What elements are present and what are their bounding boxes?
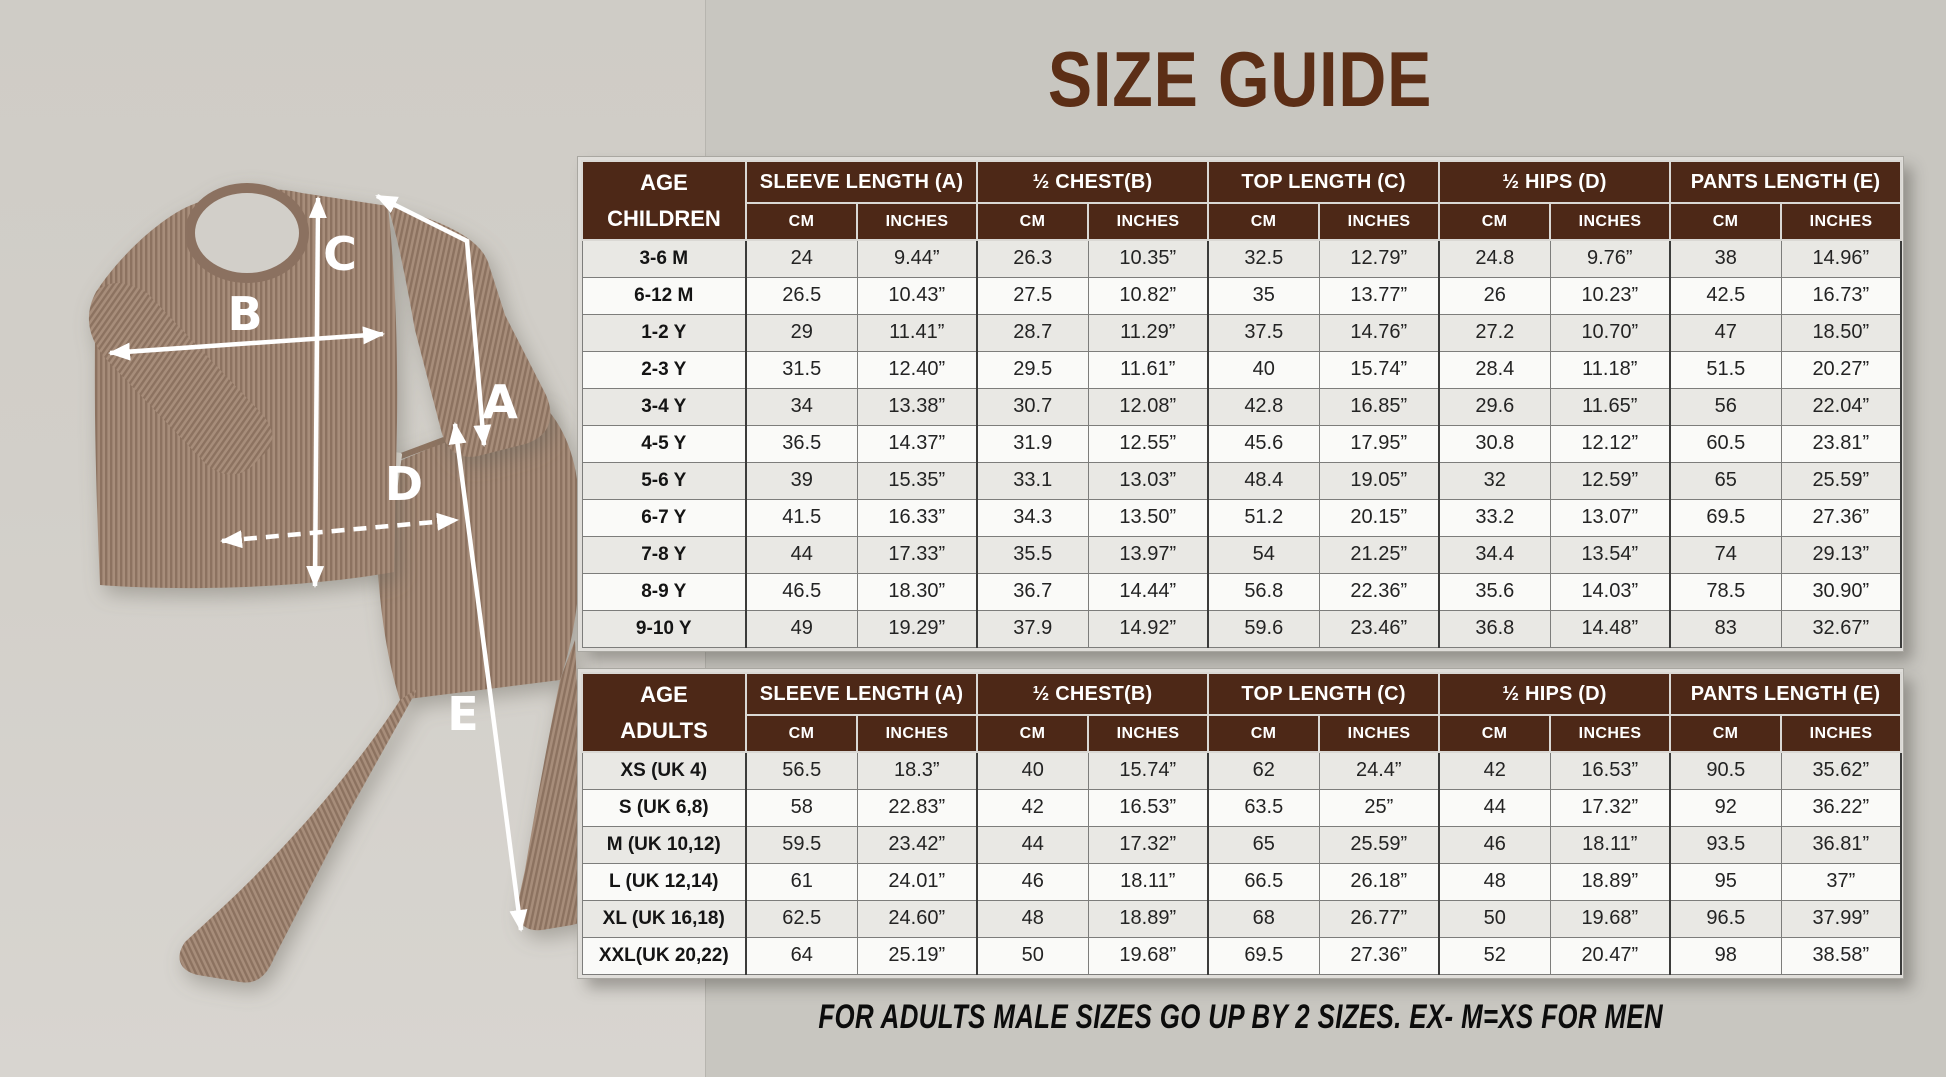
measurement-value: 48 — [977, 900, 1088, 937]
measurement-value: 56.8 — [1208, 573, 1319, 610]
unit-header: INCHES — [857, 715, 977, 752]
measurement-value: 22.83” — [857, 789, 977, 826]
measurement-value: 11.29” — [1088, 314, 1208, 351]
measurement-value: 46.5 — [746, 573, 857, 610]
size-row — [582, 277, 1901, 314]
measurement-value: 60.5 — [1670, 425, 1781, 462]
size-row — [582, 425, 1901, 462]
pants-left-leg — [179, 688, 418, 983]
measurement-value: 25.19” — [857, 937, 977, 974]
size-label: 5-6 Y — [582, 462, 746, 499]
measurement-value: 19.68” — [1088, 937, 1208, 974]
measurement-value: 27.2 — [1439, 314, 1550, 351]
unit-header: CM — [977, 715, 1088, 752]
measurement-value: 44 — [1439, 789, 1550, 826]
measurement-value: 29.13” — [1781, 536, 1901, 573]
measurement-value: 15.74” — [1088, 752, 1208, 789]
measurement-value: 19.29” — [857, 610, 977, 647]
measurement-value: 14.96” — [1781, 240, 1901, 277]
measurement-value: 29.6 — [1439, 388, 1550, 425]
size-row — [582, 937, 1901, 974]
measurement-value: 24.8 — [1439, 240, 1550, 277]
measurement-value: 13.54” — [1550, 536, 1670, 573]
measurement-value: 35.62” — [1781, 752, 1901, 789]
measurement-value: 37.9 — [977, 610, 1088, 647]
measurement-value: 14.92” — [1088, 610, 1208, 647]
measurement-value: 17.32” — [1550, 789, 1670, 826]
measurement-value: 32 — [1439, 462, 1550, 499]
measurement-value: 10.70” — [1550, 314, 1670, 351]
unit-header: INCHES — [1319, 715, 1439, 752]
measurement-value: 38.58” — [1781, 937, 1901, 974]
measurement-value: 36.22” — [1781, 789, 1901, 826]
measurement-value: 42 — [1439, 752, 1550, 789]
measurement-value: 13.38” — [857, 388, 977, 425]
page-title: SIZE GUIDE — [1048, 35, 1433, 123]
measurement-value: 19.05” — [1319, 462, 1439, 499]
unit-header-row — [582, 203, 1901, 240]
measurement-value: 34.4 — [1439, 536, 1550, 573]
label-a: A — [482, 375, 518, 429]
measurement-value: 15.35” — [857, 462, 977, 499]
measurement-value: 26.18” — [1319, 863, 1439, 900]
unit-header: INCHES — [1550, 715, 1670, 752]
measurement-value: 31.5 — [746, 351, 857, 388]
size-label: XL (UK 16,18) — [582, 900, 746, 937]
measure-group-header: ½ CHEST(B) — [977, 673, 1208, 715]
measurement-value: 23.46” — [1319, 610, 1439, 647]
measurement-value: 92 — [1670, 789, 1781, 826]
measurement-value: 20.27” — [1781, 351, 1901, 388]
measure-group-header: ½ HIPS (D) — [1439, 161, 1670, 203]
measurement-value: 41.5 — [746, 499, 857, 536]
measurement-value: 25” — [1319, 789, 1439, 826]
measurement-value: 46 — [977, 863, 1088, 900]
measurement-value: 25.59” — [1781, 462, 1901, 499]
measurement-value: 35 — [1208, 277, 1319, 314]
size-row — [582, 536, 1901, 573]
measurement-value: 23.42” — [857, 826, 977, 863]
measurement-value: 12.55” — [1088, 425, 1208, 462]
label-b: B — [227, 287, 263, 341]
age-header-adults — [582, 673, 746, 752]
unit-header: CM — [746, 715, 857, 752]
measurement-value: 19.68” — [1550, 900, 1670, 937]
measurement-value: 29.5 — [977, 351, 1088, 388]
measurement-value: 50 — [977, 937, 1088, 974]
measurement-value: 13.07” — [1550, 499, 1670, 536]
measurement-value: 9.76” — [1550, 240, 1670, 277]
measurement-value: 90.5 — [1670, 752, 1781, 789]
unit-header: CM — [1670, 203, 1781, 240]
unit-header: CM — [1439, 203, 1550, 240]
measurement-value: 13.77” — [1319, 277, 1439, 314]
measurement-value: 12.79” — [1319, 240, 1439, 277]
size-row — [582, 610, 1901, 647]
age-header-children — [582, 161, 746, 240]
measurement-value: 93.5 — [1670, 826, 1781, 863]
measurement-value: 40 — [1208, 351, 1319, 388]
unit-header: INCHES — [1088, 715, 1208, 752]
measurement-value: 16.53” — [1088, 789, 1208, 826]
measurement-value: 14.76” — [1319, 314, 1439, 351]
measurement-value: 83 — [1670, 610, 1781, 647]
measurement-value: 95 — [1670, 863, 1781, 900]
measurement-value: 56.5 — [746, 752, 857, 789]
measurement-value: 32.5 — [1208, 240, 1319, 277]
measurement-value: 14.03” — [1550, 573, 1670, 610]
measurement-value: 10.43” — [857, 277, 977, 314]
size-label: S (UK 6,8) — [582, 789, 746, 826]
measure-group-header: TOP LENGTH (C) — [1208, 673, 1439, 715]
measurement-value: 27.36” — [1319, 937, 1439, 974]
measurement-value: 18.89” — [1088, 900, 1208, 937]
measurement-value: 63.5 — [1208, 789, 1319, 826]
measurement-value: 18.89” — [1550, 863, 1670, 900]
measurement-value: 26.5 — [746, 277, 857, 314]
size-row — [582, 900, 1901, 937]
unit-header: INCHES — [1781, 715, 1901, 752]
measurement-value: 27.5 — [977, 277, 1088, 314]
size-label: 3-6 M — [582, 240, 746, 277]
size-row — [582, 240, 1901, 277]
measurement-value: 36.5 — [746, 425, 857, 462]
measurement-value: 65 — [1208, 826, 1319, 863]
measure-arrow-c — [315, 198, 318, 586]
measurement-value: 17.32” — [1088, 826, 1208, 863]
measurement-value: 30.7 — [977, 388, 1088, 425]
size-label: XXL(UK 20,22) — [582, 937, 746, 974]
size-label: 7-8 Y — [582, 536, 746, 573]
size-row — [582, 499, 1901, 536]
size-label: XS (UK 4) — [582, 752, 746, 789]
size-label: 9-10 Y — [582, 610, 746, 647]
measurement-value: 38 — [1670, 240, 1781, 277]
measurement-value: 15.74” — [1319, 351, 1439, 388]
unit-header: CM — [746, 203, 857, 240]
measurement-value: 62 — [1208, 752, 1319, 789]
measurement-value: 78.5 — [1670, 573, 1781, 610]
unit-header: CM — [1208, 715, 1319, 752]
measurement-value: 28.4 — [1439, 351, 1550, 388]
unit-header: INCHES — [1781, 203, 1901, 240]
unit-header: CM — [977, 203, 1088, 240]
age-group-label: ADULTS — [620, 717, 708, 743]
measurement-value: 48 — [1439, 863, 1550, 900]
neckline — [190, 188, 304, 278]
measurement-value: 10.35” — [1088, 240, 1208, 277]
measurement-value: 52 — [1439, 937, 1550, 974]
measurement-value: 29 — [746, 314, 857, 351]
size-row — [582, 863, 1901, 900]
measurement-value: 24.01” — [857, 863, 977, 900]
measurement-value: 12.59” — [1550, 462, 1670, 499]
measurement-value: 26.77” — [1319, 900, 1439, 937]
measurement-value: 40 — [977, 752, 1088, 789]
measurement-value: 34 — [746, 388, 857, 425]
label-d: D — [384, 457, 424, 511]
measurement-value: 14.48” — [1550, 610, 1670, 647]
footer-note: FOR ADULTS MALE SIZES GO UP BY 2 SIZES. EX- M=XS FOR MEN — [818, 998, 1663, 1036]
measurement-value: 62.5 — [746, 900, 857, 937]
age-label: AGE — [640, 681, 688, 707]
measurement-value: 51.2 — [1208, 499, 1319, 536]
measurement-value: 59.6 — [1208, 610, 1319, 647]
unit-header: INCHES — [857, 203, 977, 240]
measure-group-header: SLEEVE LENGTH (A) — [746, 161, 977, 203]
measurement-value: 37.5 — [1208, 314, 1319, 351]
age-group-label: CHILDREN — [607, 205, 721, 231]
measurement-value: 42 — [977, 789, 1088, 826]
measurement-value: 24.60” — [857, 900, 977, 937]
label-e: E — [447, 687, 479, 741]
measure-group-header: PANTS LENGTH (E) — [1670, 673, 1901, 715]
measurement-value: 26 — [1439, 277, 1550, 314]
size-row — [582, 462, 1901, 499]
unit-header: CM — [1439, 715, 1550, 752]
measurement-value: 28.7 — [977, 314, 1088, 351]
measurement-value: 12.12” — [1550, 425, 1670, 462]
measurement-value: 25.59” — [1319, 826, 1439, 863]
measurement-value: 20.47” — [1550, 937, 1670, 974]
measurement-value: 21.25” — [1319, 536, 1439, 573]
measurement-value: 61 — [746, 863, 857, 900]
unit-header: INCHES — [1550, 203, 1670, 240]
measurement-value: 11.61” — [1088, 351, 1208, 388]
measurement-value: 50 — [1439, 900, 1550, 937]
measurement-value: 36.8 — [1439, 610, 1550, 647]
measurement-value: 37” — [1781, 863, 1901, 900]
measurement-value: 12.08” — [1088, 388, 1208, 425]
measurement-value: 44 — [746, 536, 857, 573]
measure-group-header: ½ CHEST(B) — [977, 161, 1208, 203]
measurement-value: 14.44” — [1088, 573, 1208, 610]
unit-header: CM — [1208, 203, 1319, 240]
measurement-value: 42.8 — [1208, 388, 1319, 425]
measurement-value: 68 — [1208, 900, 1319, 937]
measure-group-header: ½ HIPS (D) — [1439, 673, 1670, 715]
measurement-value: 13.97” — [1088, 536, 1208, 573]
measurement-value: 16.73” — [1781, 277, 1901, 314]
measurement-value: 66.5 — [1208, 863, 1319, 900]
measurement-value: 49 — [746, 610, 857, 647]
measurement-value: 39 — [746, 462, 857, 499]
measurement-value: 69.5 — [1208, 937, 1319, 974]
measurement-value: 13.50” — [1088, 499, 1208, 536]
measurement-value: 20.15” — [1319, 499, 1439, 536]
measurement-value: 35.5 — [977, 536, 1088, 573]
measurement-value: 44 — [977, 826, 1088, 863]
size-label: 1-2 Y — [582, 314, 746, 351]
measure-group-header: SLEEVE LENGTH (A) — [746, 673, 977, 715]
measurement-value: 47 — [1670, 314, 1781, 351]
measurement-value: 17.33” — [857, 536, 977, 573]
size-label: 6-7 Y — [582, 499, 746, 536]
measurement-value: 30.8 — [1439, 425, 1550, 462]
measurement-value: 69.5 — [1670, 499, 1781, 536]
size-label: 2-3 Y — [582, 351, 746, 388]
group-header-row — [582, 673, 1901, 715]
measurement-value: 9.44” — [857, 240, 977, 277]
measurement-value: 36.81” — [1781, 826, 1901, 863]
measurement-value: 23.81” — [1781, 425, 1901, 462]
measurement-value: 35.6 — [1439, 573, 1550, 610]
measurement-value: 74 — [1670, 536, 1781, 573]
measurement-value: 34.3 — [977, 499, 1088, 536]
measurement-value: 16.33” — [857, 499, 977, 536]
measurement-value: 33.1 — [977, 462, 1088, 499]
size-row — [582, 351, 1901, 388]
measurement-value: 11.65” — [1550, 388, 1670, 425]
measurement-value: 96.5 — [1670, 900, 1781, 937]
measurement-value: 10.82” — [1088, 277, 1208, 314]
measurement-value: 58 — [746, 789, 857, 826]
size-row — [582, 789, 1901, 826]
measurement-value: 18.3” — [857, 752, 977, 789]
measurement-value: 17.95” — [1319, 425, 1439, 462]
footer-area — [578, 998, 1903, 1037]
size-label: 6-12 M — [582, 277, 746, 314]
measurement-value: 54 — [1208, 536, 1319, 573]
measurement-value: 65 — [1670, 462, 1781, 499]
size-label: 4-5 Y — [582, 425, 746, 462]
measurement-value: 24.4” — [1319, 752, 1439, 789]
measurement-value: 98 — [1670, 937, 1781, 974]
title-area — [578, 34, 1903, 125]
measurement-value: 18.30” — [857, 573, 977, 610]
measurement-value: 27.36” — [1781, 499, 1901, 536]
measurement-value: 37.99” — [1781, 900, 1901, 937]
measurement-value: 64 — [746, 937, 857, 974]
measurement-value: 36.7 — [977, 573, 1088, 610]
size-row — [582, 826, 1901, 863]
unit-header: INCHES — [1319, 203, 1439, 240]
measurement-value: 32.67” — [1781, 610, 1901, 647]
measurement-value: 51.5 — [1670, 351, 1781, 388]
size-label: 8-9 Y — [582, 573, 746, 610]
measurement-value: 33.2 — [1439, 499, 1550, 536]
measurement-value: 18.11” — [1088, 863, 1208, 900]
adults-size-table — [581, 672, 1902, 975]
group-header-row — [582, 161, 1901, 203]
measurement-value: 10.23” — [1550, 277, 1670, 314]
measurement-value: 22.04” — [1781, 388, 1901, 425]
measurement-value: 59.5 — [746, 826, 857, 863]
measurement-value: 42.5 — [1670, 277, 1781, 314]
measurement-value: 18.11” — [1550, 826, 1670, 863]
size-label: 3-4 Y — [582, 388, 746, 425]
size-label: L (UK 12,14) — [582, 863, 746, 900]
size-row — [582, 752, 1901, 789]
children-table-frame — [578, 157, 1903, 651]
measurement-value: 56 — [1670, 388, 1781, 425]
measurement-value: 11.18” — [1550, 351, 1670, 388]
measurement-value: 45.6 — [1208, 425, 1319, 462]
measurement-value: 46 — [1439, 826, 1550, 863]
size-row — [582, 573, 1901, 610]
measurement-value: 48.4 — [1208, 462, 1319, 499]
measure-group-header: TOP LENGTH (C) — [1208, 161, 1439, 203]
children-size-table — [581, 160, 1902, 648]
measurement-value: 16.53” — [1550, 752, 1670, 789]
age-label: AGE — [640, 169, 688, 195]
measure-group-header: PANTS LENGTH (E) — [1670, 161, 1901, 203]
measurement-value: 22.36” — [1319, 573, 1439, 610]
measurement-value: 14.37” — [857, 425, 977, 462]
measurement-value: 16.85” — [1319, 388, 1439, 425]
size-row — [582, 314, 1901, 351]
adults-table-frame — [578, 669, 1903, 978]
measurement-value: 11.41” — [857, 314, 977, 351]
measurement-value: 12.40” — [857, 351, 977, 388]
measurement-value: 26.3 — [977, 240, 1088, 277]
unit-header: INCHES — [1088, 203, 1208, 240]
unit-header-row — [582, 715, 1901, 752]
label-c: C — [323, 227, 357, 281]
unit-header: CM — [1670, 715, 1781, 752]
measurement-value: 30.90” — [1781, 573, 1901, 610]
measurement-value: 13.03” — [1088, 462, 1208, 499]
measurement-value: 18.50” — [1781, 314, 1901, 351]
measurement-value: 31.9 — [977, 425, 1088, 462]
measurement-value: 24 — [746, 240, 857, 277]
size-label: M (UK 10,12) — [582, 826, 746, 863]
size-row — [582, 388, 1901, 425]
